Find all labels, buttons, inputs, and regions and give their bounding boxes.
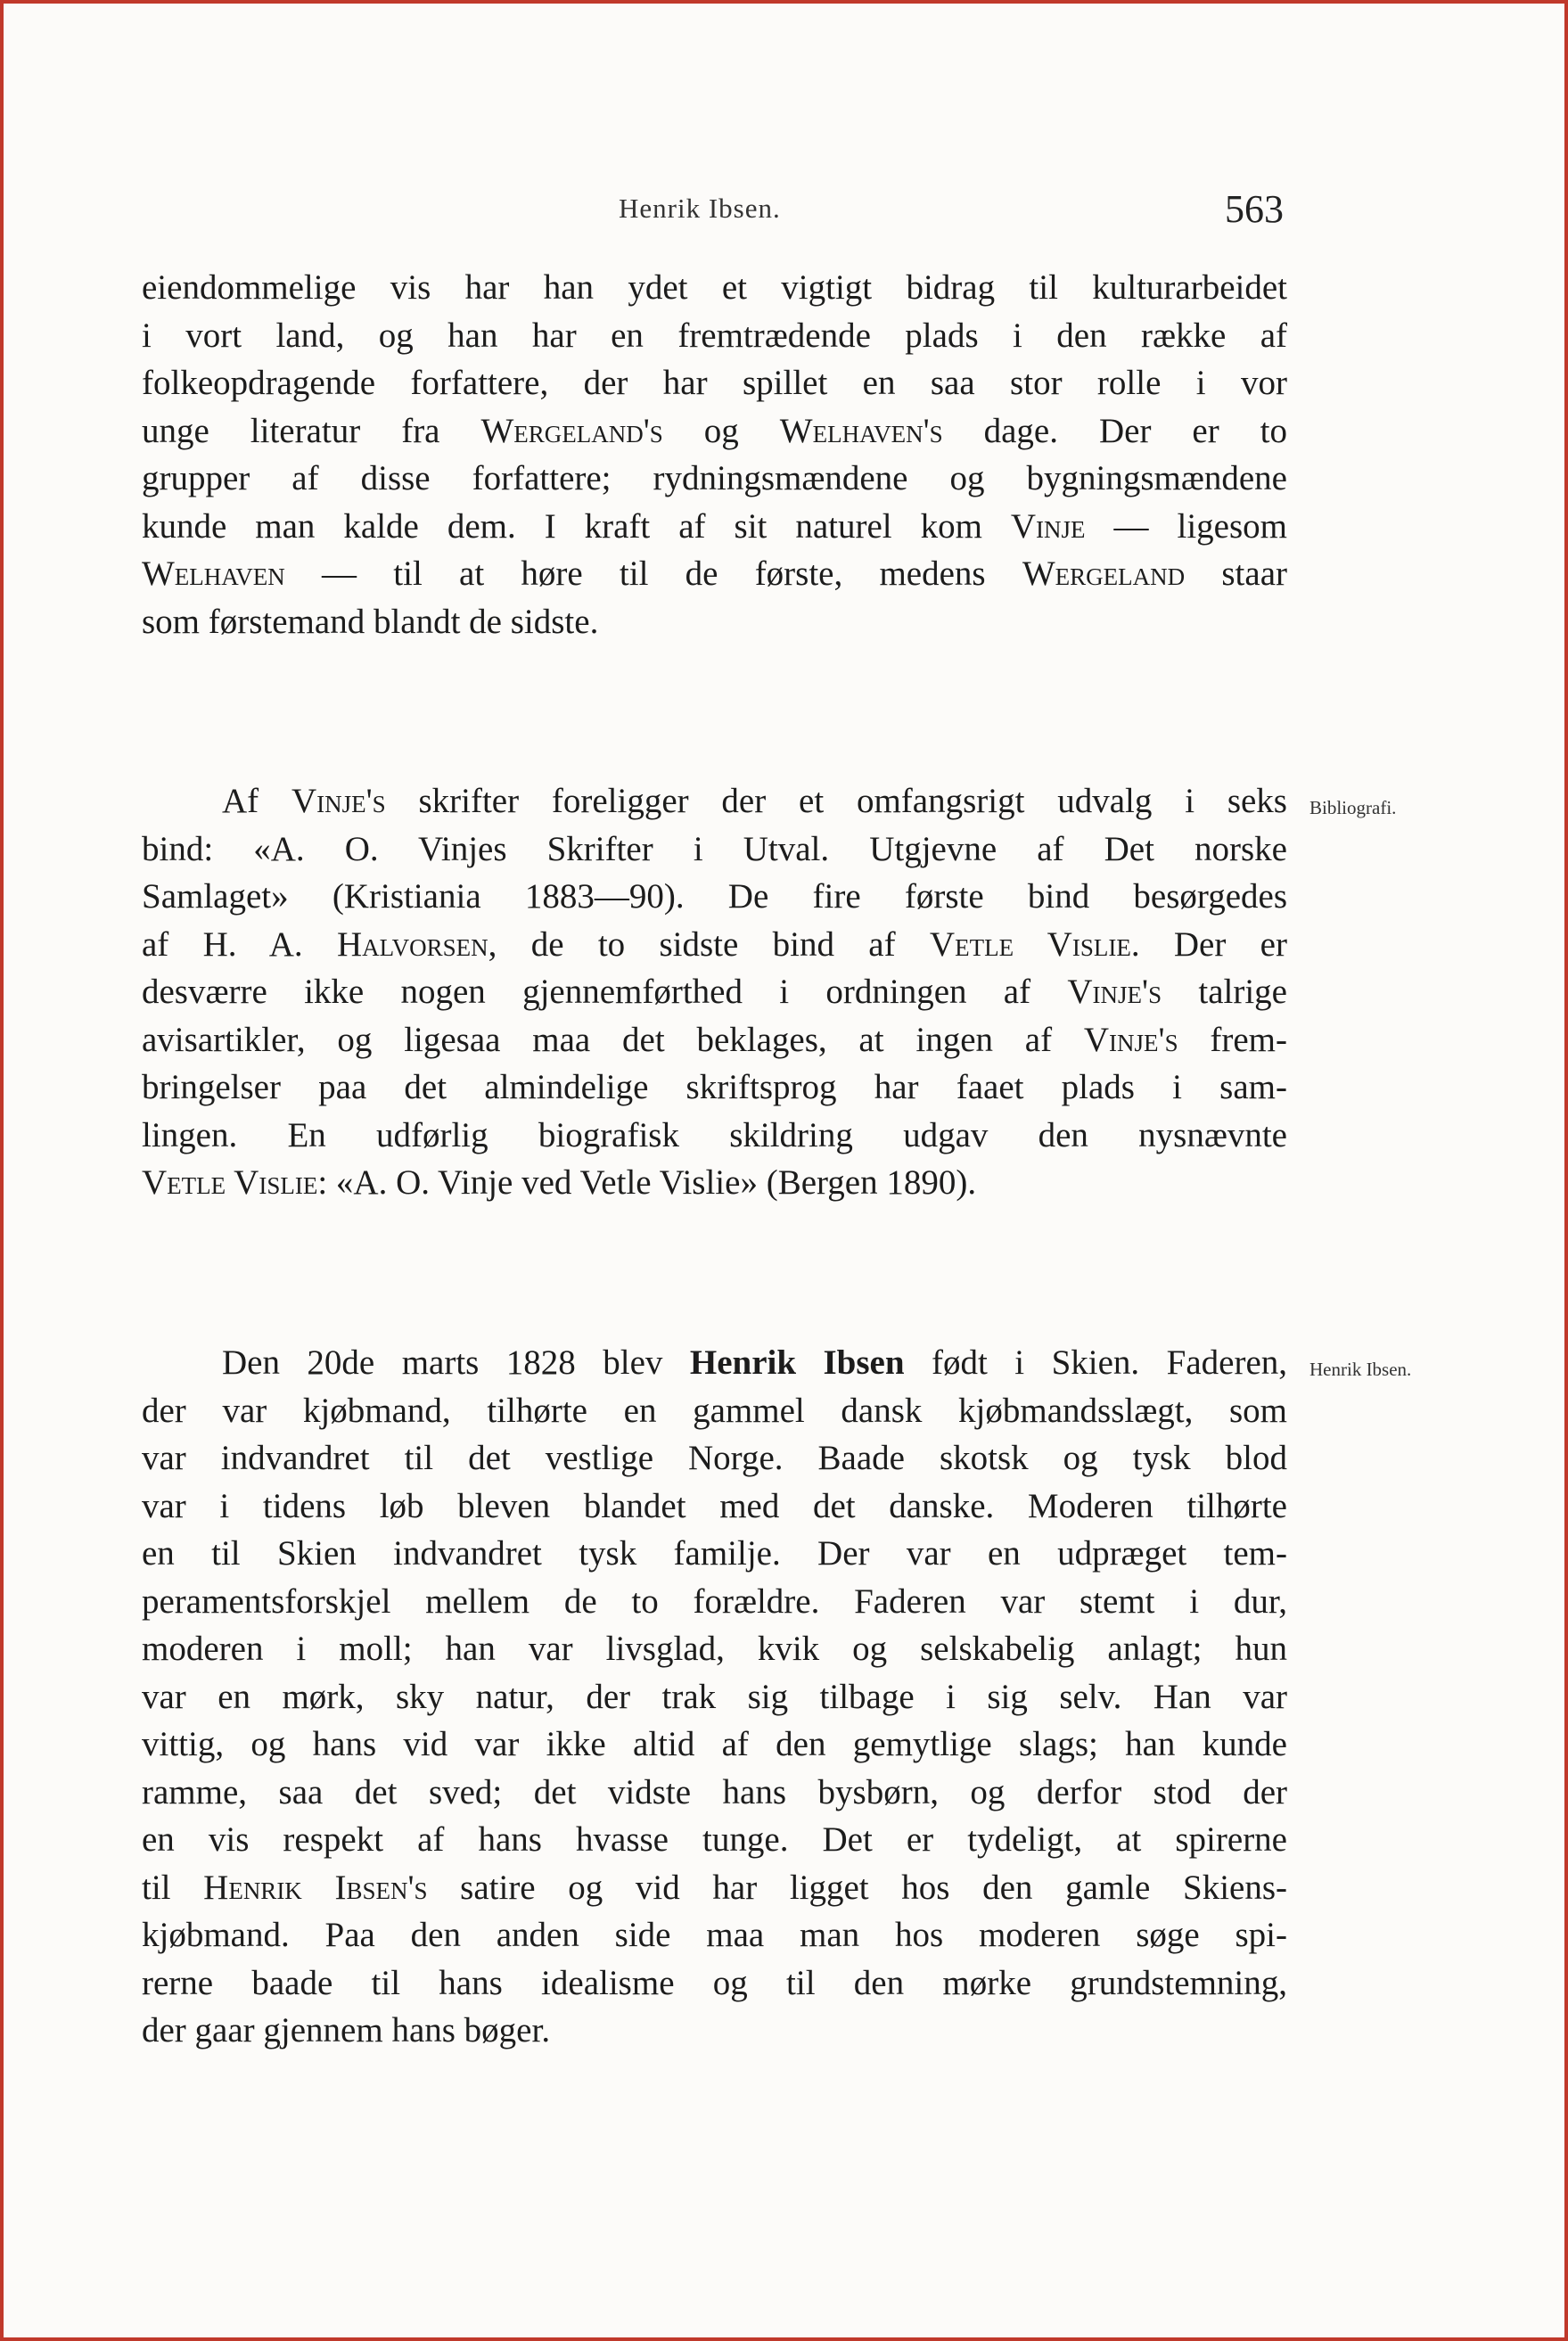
text-run: . Der er	[1130, 924, 1287, 964]
text-line: peramentsforskjel mellem de to forældre. Faderen var stemt i dur,	[142, 1581, 1287, 1621]
name-vinje: Vinje's	[291, 782, 386, 820]
name-welhaven: Welhaven	[142, 554, 285, 593]
text-run: Af	[222, 782, 291, 820]
text-line: en vis respekt af hans hvasse tunge. Det er tydeligt, at spirerne	[142, 1820, 1287, 1859]
text-line	[142, 777, 1287, 826]
text-line	[142, 921, 1287, 969]
text-line: var i tidens løb bleven blandet med det danske. Moderen tilhørte	[142, 1486, 1287, 1525]
text-run: — ligesom	[1085, 506, 1287, 546]
text-line: ramme, saa det sved; det vidste hans bysbørn, og derfor stod der	[142, 1772, 1287, 1811]
text-line: en til Skien indvandret tysk familje. Der var en udpræget tem-	[142, 1534, 1287, 1573]
text-line	[142, 407, 1287, 456]
text-run: af H. A.	[142, 924, 337, 964]
text-line	[142, 1864, 1287, 1912]
text-line: lingen. En udførlig biografisk skildring udgav den nysnævnte	[142, 1115, 1287, 1154]
name-vinje: Vinje's	[1083, 1020, 1178, 1059]
text-line	[142, 1159, 1287, 1207]
page-number: 563	[1225, 187, 1284, 231]
text-line	[142, 1016, 1287, 1064]
name-vinje: Vinje's	[1067, 973, 1162, 1011]
text-line: folkeopdragende forfattere, der har spillet en saa stor rolle i vor	[142, 364, 1287, 402]
text-line	[142, 1339, 1287, 1387]
text-line: var indvandret til det vestlige Norge. Baade skotsk og tysk blod	[142, 1439, 1287, 1477]
paragraph-vinje-welhaven	[142, 264, 1287, 645]
text-line	[142, 968, 1287, 1016]
paragraph-henrik-ibsen	[142, 1339, 1287, 2055]
text-run: , de to sidste bind af	[488, 924, 930, 964]
text-run: unge literatur fra	[142, 411, 481, 450]
margin-note-bibliografi: Bibliografi.	[1309, 797, 1397, 818]
text-run: avisartikler, og ligesaa maa det beklages, at ingen af	[142, 1020, 1084, 1059]
margin-note-henrik-ibsen: Henrik Ibsen.	[1309, 1359, 1412, 1380]
text-run: satire og vid har ligget hos den gamle Skiens-	[427, 1868, 1287, 1907]
name-welhaven: Welhaven's	[779, 411, 943, 450]
text-line: rerne baade til hans idealisme og til den mørke grundstemning,	[142, 1963, 1287, 2002]
name-vetle-vislie: Vetle Vislie	[142, 1163, 318, 1202]
text-run: til	[142, 1868, 204, 1907]
text-line: var en mørk, sky natur, der trak sig tilbage i sig selv. Han var	[142, 1677, 1287, 1716]
name-wergeland: Wergeland	[1022, 554, 1186, 593]
text-line: bringelser paa det almindelige skriftsprog har faaet plads i sam-	[142, 1068, 1287, 1106]
text-line: bind: «A. O. Vinjes Skrifter i Utval. Utgjevne af Det norske	[142, 829, 1287, 868]
text-line	[142, 503, 1287, 551]
text-run: staar	[1185, 554, 1287, 593]
text-line: der gaar gjennem hans bøger.	[142, 2011, 551, 2049]
name-wergeland: Wergeland's	[480, 411, 663, 450]
text-line: vittig, og hans vid var ikke altid af den gemytlige slags; han kunde	[142, 1725, 1287, 1763]
name-vetle-vislie: Vetle Vislie	[929, 924, 1131, 964]
text-line: kjøbmand. Paa den anden side maa man hos moderen søge spi-	[142, 1916, 1287, 1954]
text-line	[142, 550, 1287, 598]
text-run: Den 20de marts 1828 blev	[222, 1343, 690, 1382]
running-head: Henrik Ibsen.	[619, 193, 781, 224]
text-run: : «A. O. Vinje ved Vetle Vislie» (Bergen 1890).	[317, 1163, 977, 1202]
text-run: og	[662, 411, 780, 450]
text-line: Samlaget» (Kristiania 1883—90). De fire første bind besørgedes	[142, 877, 1287, 916]
text-line: i vort land, og han har en fremtrædende plads i den række af	[142, 316, 1287, 355]
text-line: moderen i moll; han var livsglad, kvik og selskabelig anlagt; hun	[142, 1630, 1287, 1668]
text-line: der var kjøbmand, tilhørte en gammel dansk kjøbmandsslægt, som	[142, 1391, 1287, 1430]
text-line: grupper af disse forfattere; rydningsmændene og bygningsmændene	[142, 459, 1287, 497]
text-line: eiendommelige vis har han ydet et vigtigt bidrag til kulturarbeidet	[142, 268, 1287, 307]
name-halvorsen: Halvorsen	[336, 924, 488, 964]
name-henrik-ibsen-bold: Henrik Ibsen	[689, 1343, 905, 1382]
text-run: talrige	[1162, 973, 1287, 1011]
text-run: skrifter foreligger der et omfangsrigt udvalg i seks	[385, 782, 1287, 820]
text-run: kunde man kalde dem. I kraft af sit naturel kom	[142, 506, 1011, 546]
text-run: desværre ikke nogen gjennemførthed i ordningen af	[142, 973, 1068, 1011]
text-run: — til at høre til de første, medens	[284, 554, 1022, 593]
paragraph-bibliografi	[142, 777, 1287, 1207]
text-run: født i Skien. Faderen,	[904, 1343, 1287, 1382]
name-henrik-ibsen: Henrik Ibsen's	[203, 1868, 428, 1907]
text-run: frem-	[1178, 1020, 1287, 1059]
text-run: dage. Der er to	[942, 411, 1287, 450]
name-vinje: Vinje	[1010, 506, 1086, 546]
text-line: som førstemand blandt de sidste.	[142, 602, 599, 641]
